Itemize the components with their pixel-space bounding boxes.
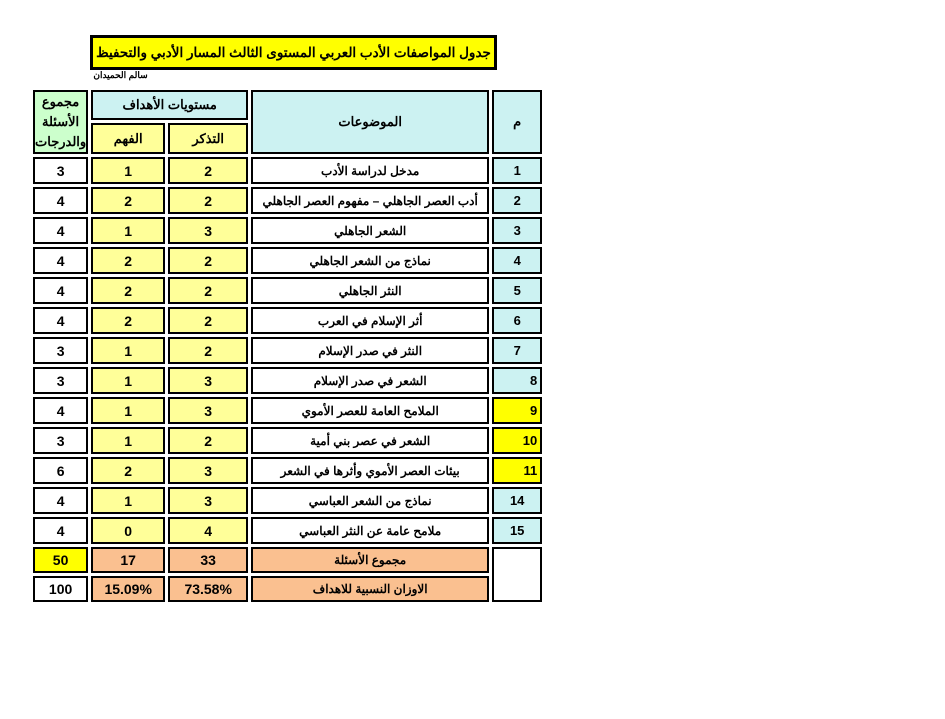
comprehension-value: 1: [91, 217, 165, 244]
summary-questions-recall: 33: [168, 547, 248, 573]
summary-weights-label: الاوزان النسبية للاهداف: [251, 576, 489, 602]
row-number: 4: [492, 247, 542, 274]
recall-value: 2: [168, 427, 248, 454]
total-value: 4: [33, 277, 88, 304]
table-row: [33, 457, 542, 484]
row-number: 1: [492, 157, 542, 184]
summary-questions-label: مجموع الأسئلة: [251, 547, 489, 573]
row-number: 2: [492, 187, 542, 214]
comprehension-value: 2: [91, 457, 165, 484]
topic-label: الملامح العامة للعصر الأموي: [251, 397, 489, 424]
summary-weights-recall: 73.58%: [168, 576, 248, 602]
summary-questions-comprehension: 17: [91, 547, 165, 573]
row-number: 11: [492, 457, 542, 484]
total-value: 3: [33, 427, 88, 454]
header-totals-line3: والدرجات: [35, 134, 87, 150]
row-number: 9: [492, 397, 542, 424]
comprehension-value: 2: [91, 307, 165, 334]
row-number: 3: [492, 217, 542, 244]
recall-value: 2: [168, 277, 248, 304]
header-serial: م: [492, 90, 542, 154]
summary-weights-comprehension: 15.09%: [91, 576, 165, 602]
row-number: 8: [492, 367, 542, 394]
header-comprehension: الفهم: [91, 123, 165, 154]
table-row: [33, 517, 542, 544]
topic-label: بيئات العصر الأموي وأثرها في الشعر: [251, 457, 489, 484]
summary-rows: [33, 547, 542, 602]
topic-label: الشعر في عصر بني أمية: [251, 427, 489, 454]
table-row: [33, 337, 542, 364]
topic-label: أدب العصر الجاهلي – مفهوم العصر الجاهلي: [251, 187, 489, 214]
table-row: [33, 367, 542, 394]
total-value: 4: [33, 247, 88, 274]
topic-label: مدخل لدراسة الأدب: [251, 157, 489, 184]
recall-value: 4: [168, 517, 248, 544]
total-value: 4: [33, 397, 88, 424]
recall-value: 3: [168, 367, 248, 394]
total-value: 4: [33, 187, 88, 214]
total-value: 4: [33, 517, 88, 544]
title-banner: [90, 35, 497, 70]
total-value: 3: [33, 157, 88, 184]
header-totals-line2: الأسئلة: [42, 114, 80, 130]
topic-label: النثر الجاهلي: [251, 277, 489, 304]
comprehension-value: 1: [91, 487, 165, 514]
row-number: 14: [492, 487, 542, 514]
comprehension-value: 2: [91, 247, 165, 274]
recall-value: 3: [168, 397, 248, 424]
row-number: 7: [492, 337, 542, 364]
topic-label: نماذج من الشعر العباسي: [251, 487, 489, 514]
recall-value: 2: [168, 337, 248, 364]
total-value: 3: [33, 367, 88, 394]
comprehension-value: 1: [91, 427, 165, 454]
recall-value: 3: [168, 457, 248, 484]
row-number: 15: [492, 517, 542, 544]
total-value: 6: [33, 457, 88, 484]
table-row: [33, 217, 542, 244]
comprehension-value: 1: [91, 157, 165, 184]
total-value: 4: [33, 307, 88, 334]
recall-value: 3: [168, 217, 248, 244]
author-name: سالم الحميدان: [93, 70, 148, 80]
table-row: [33, 247, 542, 274]
row-number: 5: [492, 277, 542, 304]
table-row: [33, 397, 542, 424]
topic-label: أثر الإسلام في العرب: [251, 307, 489, 334]
header-totals-line1: مجموع: [41, 94, 80, 109]
recall-value: 2: [168, 187, 248, 214]
specifications-table: [30, 87, 545, 605]
topics-rows: [33, 157, 542, 544]
table-row: [33, 187, 542, 214]
table-row: [33, 157, 542, 184]
summary-questions-total: 50: [33, 547, 88, 573]
comprehension-value: 1: [91, 367, 165, 394]
comprehension-value: 0: [91, 517, 165, 544]
page-title: جدول المواصفات الأدب العربي المستوى الثالث المسار الأدبي والتحفيظ: [96, 44, 491, 60]
table-row: [33, 307, 542, 334]
header-objective-levels: مستويات الأهداف: [91, 90, 248, 120]
table-row: [33, 277, 542, 304]
total-value: 4: [33, 487, 88, 514]
row-number: 10: [492, 427, 542, 454]
total-value: 4: [33, 217, 88, 244]
comprehension-value: 1: [91, 337, 165, 364]
table-row: [33, 487, 542, 514]
header-recall: التذكر: [168, 123, 248, 154]
summary-empty-cell: [492, 547, 542, 602]
comprehension-value: 2: [91, 277, 165, 304]
summary-weights-total: 100: [33, 576, 88, 602]
row-number: 6: [492, 307, 542, 334]
recall-value: 3: [168, 487, 248, 514]
topic-label: الشعر في صدر الإسلام: [251, 367, 489, 394]
recall-value: 2: [168, 157, 248, 184]
topic-label: ملامح عامة عن النثر العباسي: [251, 517, 489, 544]
topic-label: النثر في صدر الإسلام: [251, 337, 489, 364]
recall-value: 2: [168, 247, 248, 274]
comprehension-value: 2: [91, 187, 165, 214]
header-topics: الموضوعات: [251, 90, 489, 154]
topic-label: نماذج من الشعر الجاهلي: [251, 247, 489, 274]
recall-value: 2: [168, 307, 248, 334]
table-row: [33, 427, 542, 454]
total-value: 3: [33, 337, 88, 364]
topic-label: الشعر الجاهلي: [251, 217, 489, 244]
comprehension-value: 1: [91, 397, 165, 424]
header-totals: [33, 90, 88, 154]
